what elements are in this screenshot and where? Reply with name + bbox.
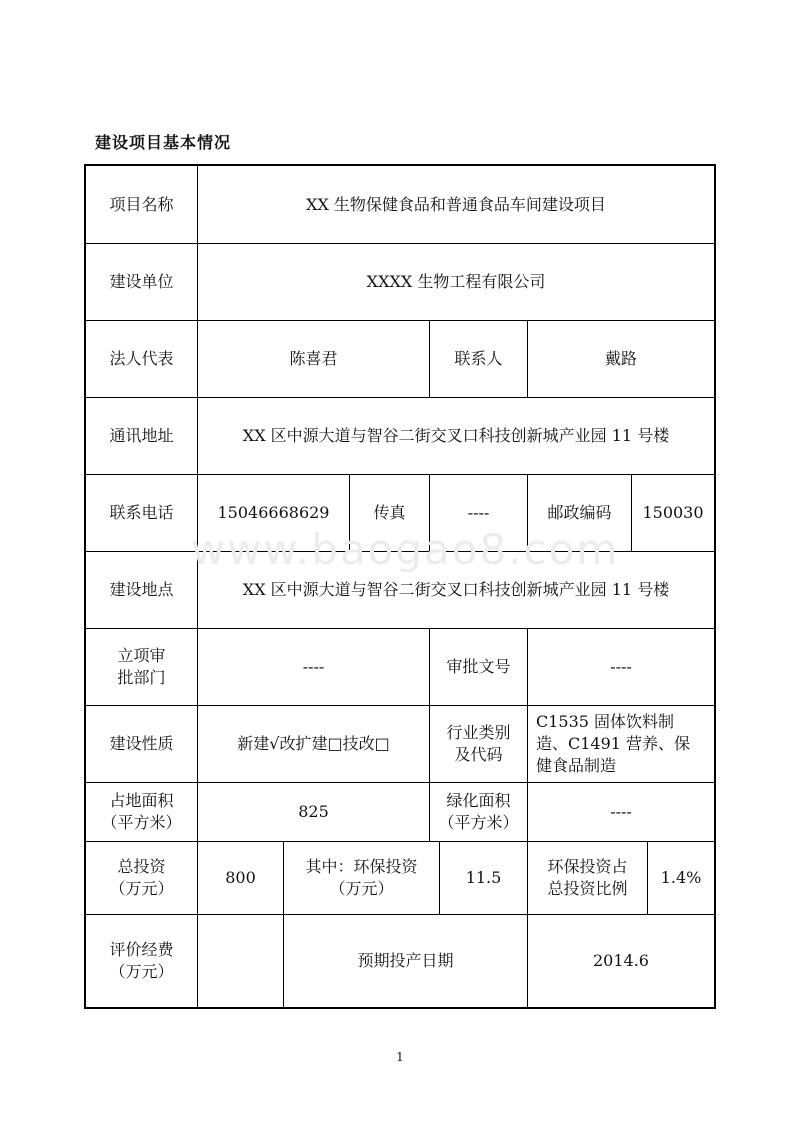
address-label: 通讯地址 (86, 398, 198, 474)
project-info-table (84, 164, 716, 1009)
land-area-value: 825 (198, 783, 430, 841)
approval-doc-value: ---- (610, 657, 632, 676)
legal-rep-value: 陈喜君 (198, 321, 430, 397)
approval-dept-value: ---- (198, 629, 430, 705)
phone-label: 联系电话 (86, 475, 198, 551)
industry-value: C1535 固体饮料制 造、C1491 营养、保 健食品制造 (536, 712, 691, 775)
table-row (86, 915, 714, 1007)
env-investment-value: 11.5 (440, 842, 528, 914)
contact-label: 联系人 (430, 321, 528, 397)
watermark: www.baogao8.com (190, 525, 620, 574)
env-ratio-label: 环保投资占 总投资比例 (528, 842, 648, 914)
project-name-label: 项目名称 (86, 166, 198, 243)
total-investment-label: 总投资 （万元） (86, 842, 198, 914)
section-title: 建设项目基本情况 (95, 133, 232, 152)
table-row (86, 706, 714, 783)
table-row (86, 842, 714, 915)
postal-code-label: 邮政编码 (528, 475, 632, 551)
production-date-label: 预期投产日期 (284, 915, 528, 1007)
phone-value: 15046668629 (198, 475, 350, 551)
site-label: 建设地点 (86, 552, 198, 628)
total-investment-value: 800 (198, 842, 284, 914)
legal-rep-label: 法人代表 (86, 321, 198, 397)
table-row (86, 166, 714, 244)
green-area-label: 绿化面积 （平方米） (430, 783, 528, 841)
production-date-value: 2014.6 (593, 951, 649, 970)
land-area-label: 占地面积 （平方米） (86, 783, 198, 841)
green-area-value: ---- (610, 802, 632, 821)
table-row (86, 321, 714, 398)
fax-label: 传真 (350, 475, 430, 551)
table-row (86, 552, 714, 629)
construction-unit-value: XXXX 生物工程有限公司 (366, 272, 546, 291)
industry-label: 行业类别 及代码 (430, 706, 528, 782)
evaluation-cost-label: 评价经费 （万元） (86, 915, 198, 1007)
approval-doc-label: 审批文号 (430, 629, 528, 705)
page-number: 1 (396, 1050, 404, 1064)
project-name-value: XX 生物保健食品和普通食品车间建设项目 (306, 194, 606, 214)
table-row (86, 629, 714, 706)
approval-dept-label: 立项审 批部门 (86, 629, 198, 705)
env-ratio-value: 1.4% (660, 868, 702, 887)
table-row (86, 783, 714, 842)
table-row (86, 244, 714, 321)
site-value: XX 区中源大道与智谷二街交叉口科技创新城产业园 11 号楼 (242, 580, 670, 599)
construction-unit-label: 建设单位 (86, 244, 198, 320)
nature-value: 新建√改扩建□技改□ (198, 706, 430, 782)
table-row (86, 475, 714, 552)
evaluation-cost-value (198, 915, 284, 1007)
contact-value: 戴路 (604, 349, 637, 368)
nature-label: 建设性质 (86, 706, 198, 782)
env-investment-label: 其中：环保投资 （万元） (284, 842, 440, 914)
address-value: XX 区中源大道与智谷二街交叉口科技创新城产业园 11 号楼 (242, 426, 670, 445)
fax-value: ---- (430, 475, 528, 551)
table-row (86, 398, 714, 475)
postal-code-value: 150030 (642, 503, 704, 522)
